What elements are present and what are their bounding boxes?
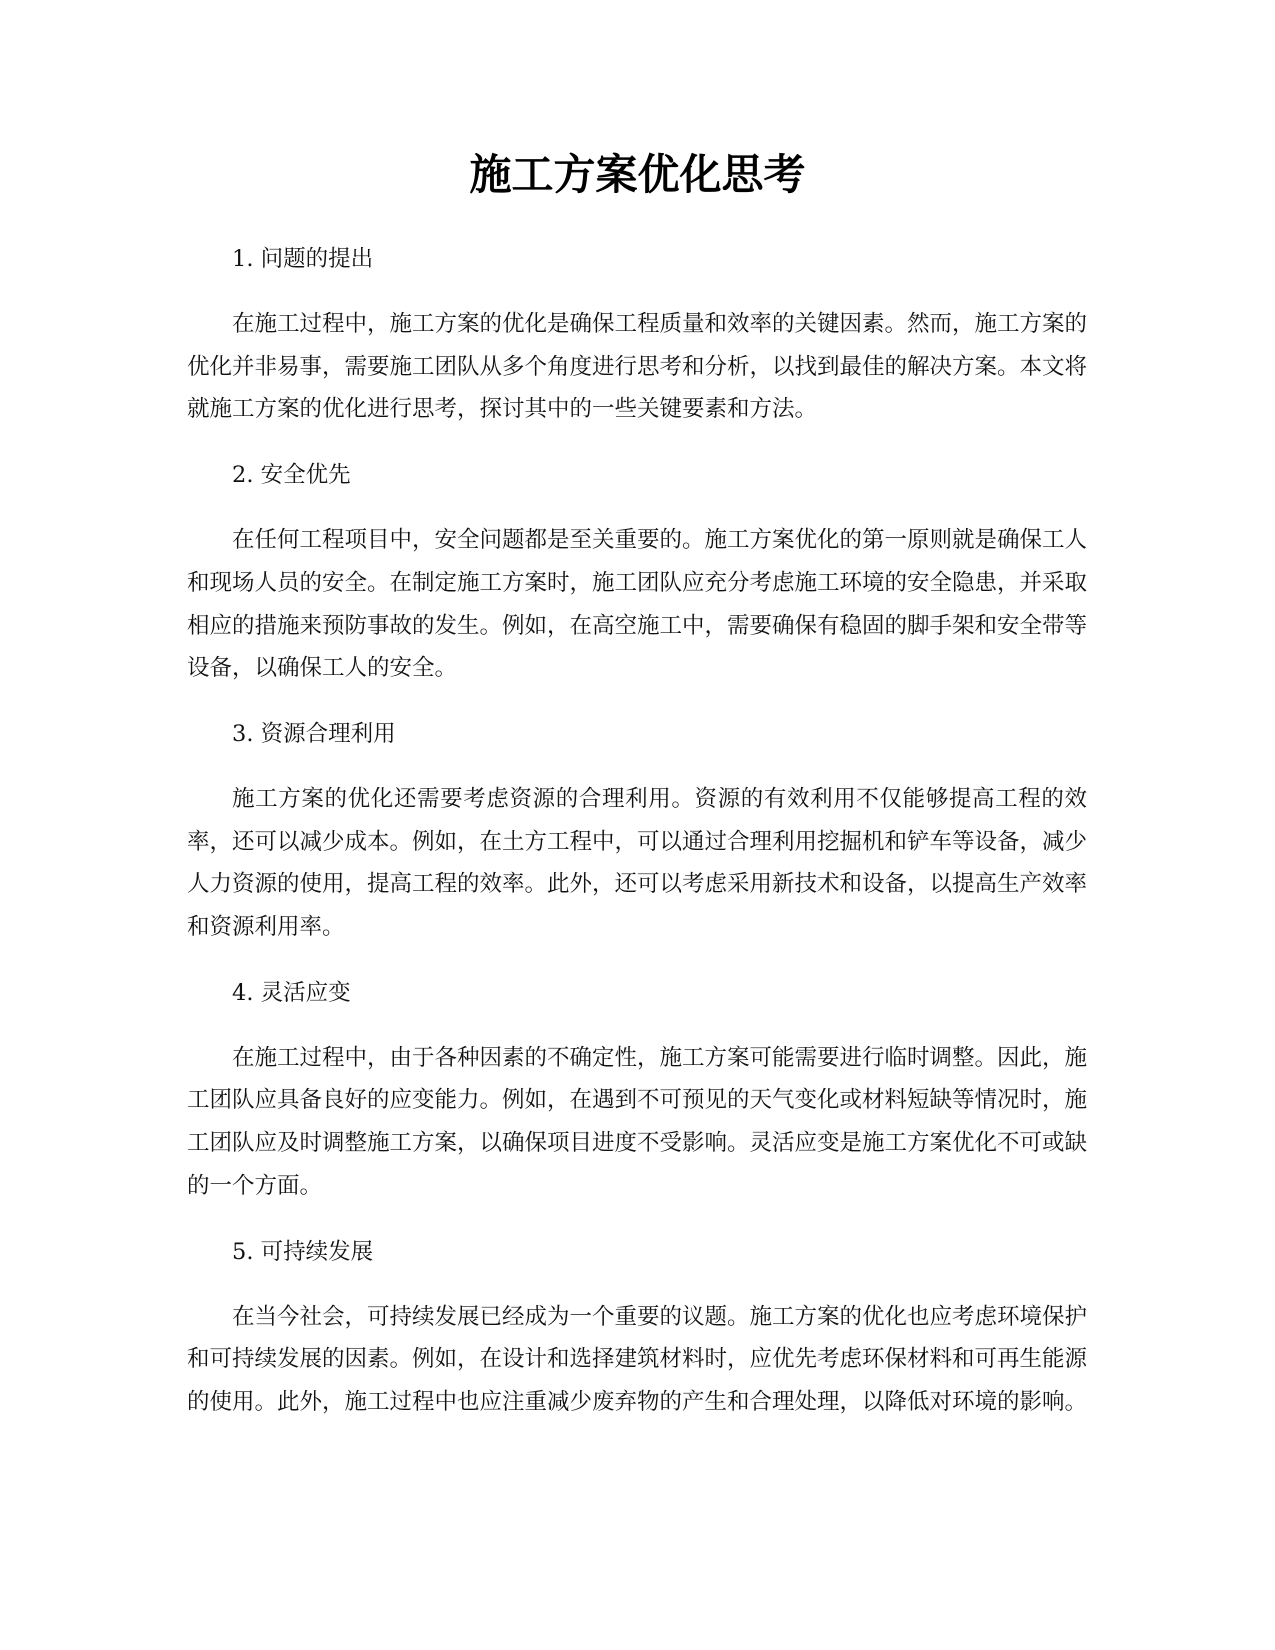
section-resources xyxy=(187,713,1087,949)
section-heading: 1. 问题的提出 xyxy=(232,246,374,272)
document-title: 施工方案优化思考 xyxy=(469,150,806,199)
section-paragraph: 施工方案的优化还需要考虑资源的合理利用。资源的有效利用不仅能够提高工程的效率，还可以减少成本。例如，在土方工程中，可以通过合理利用挖掘机和铲车等设备，减少人力资源的使用，提高工程的效率。此外，还可以考虑采用新技术和设备，以提高生产效率和资源利用率。 xyxy=(187,785,1088,941)
section-heading: 3. 资源合理利用 xyxy=(232,720,396,747)
section-safety xyxy=(187,454,1087,690)
document-body xyxy=(187,238,1087,1447)
section-paragraph: 在施工过程中，施工方案的优化是确保工程质量和效率的关键因素。然而，施工方案的优化并非易事，需要施工团队从多个角度进行思考和分析，以找到最佳的解决方案。本文将就施工方案的优化进行思考，探讨其中的一些关键要素和方法。 xyxy=(187,311,1088,423)
section-heading: 4. 灵活应变 xyxy=(232,979,351,1006)
section-paragraph: 在任何工程项目中，安全问题都是至关重要的。施工方案优化的第一原则就是确保工人和现场人员的安全。在制定施工方案时，施工团队应充分考虑施工环境的安全隐患，并采取相应的措施来预防事故的发生。例如，在高空施工中，需要确保有稳固的脚手架和安全带等设备，以确保工人的安全。 xyxy=(187,527,1088,682)
section-heading: 2. 安全优先 xyxy=(232,462,351,489)
section-heading: 5. 可持续发展 xyxy=(232,1238,374,1265)
section-paragraph: 在当今社会，可持续发展已经成为一个重要的议题。施工方案的优化也应考虑环境保护和可持续发展的因素。例如，在设计和选择建筑材料时，应优先考虑环保材料和可再生能源的使用。此外，施工过程中也应注重减少废弃物的产生和合理处理，以降低对环境的影响。 xyxy=(187,1303,1088,1415)
section-sustainability xyxy=(187,1231,1087,1424)
section-flexibility xyxy=(187,972,1087,1208)
section-problem xyxy=(187,238,1087,431)
section-paragraph: 在施工过程中，由于各种因素的不确定性，施工方案可能需要进行临时调整。因此，施工团队应具备良好的应变能力。例如，在遇到不可预见的天气变化或材料短缺等情况时，施工团队应及时调整施工方案，以确保项目进度不受影响。灵活应变是施工方案优化不可或缺的一个方面。 xyxy=(187,1044,1088,1199)
